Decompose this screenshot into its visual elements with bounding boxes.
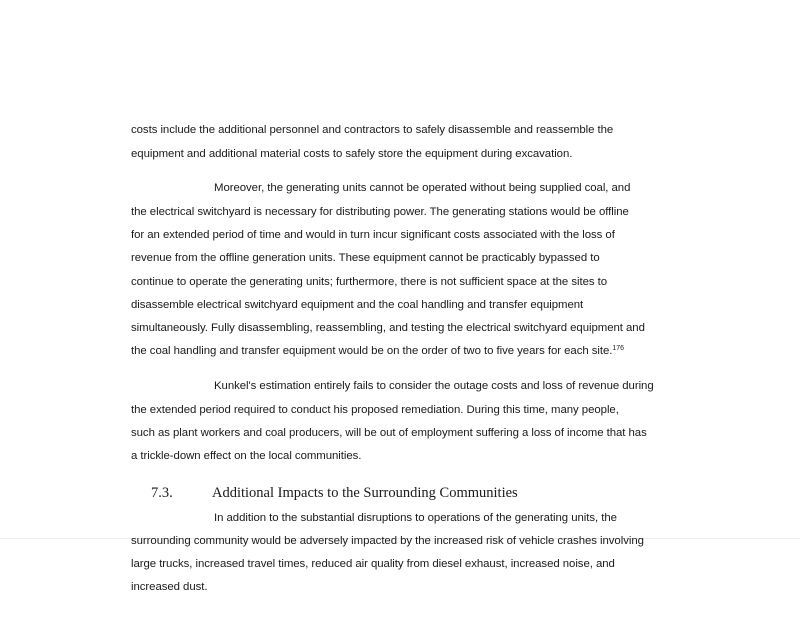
body-text-line: surrounding community would be adversely impacted by the increased risk of vehicle crashes involving xyxy=(131,535,644,547)
body-text-line: the electrical switchyard is necessary for distributing power. The generating stations would be offline xyxy=(131,206,629,218)
body-text-line: a trickle-down effect on the local communities. xyxy=(131,450,362,462)
body-text-line xyxy=(131,344,624,359)
paragraph-first-line: In addition to the substantial disruptions to operations of the generating units, the xyxy=(214,512,617,524)
body-text-line: large trucks, increased travel times, reduced air quality from diesel exhaust, increased noise, and xyxy=(131,558,615,570)
section-title: Additional Impacts to the Surrounding Communities xyxy=(212,485,518,501)
body-text-line: equipment and additional material costs to safely store the equipment during excavation. xyxy=(131,148,573,160)
body-text-line: increased dust. xyxy=(131,581,208,593)
paragraph-first-line: Kunkel's estimation entirely fails to consider the outage costs and loss of revenue during xyxy=(214,380,654,392)
body-text-line: such as plant workers and coal producers, will be out of employment suffering a loss of income that has xyxy=(131,427,647,439)
body-text-line: continue to operate the generating units; furthermore, there is not sufficient space at the sites to xyxy=(131,276,608,288)
footnote-reference[interactable]: 176 xyxy=(612,345,624,352)
paragraph-first-line: Moreover, the generating units cannot be operated without being supplied coal, and xyxy=(214,182,631,194)
body-text-line: revenue from the offline generation units. These equipment cannot be practicably bypassed to xyxy=(131,252,600,264)
body-text-line: for an extended period of time and would in turn incur significant costs associated with the loss of xyxy=(131,229,615,241)
body-text-line: simultaneously. Fully disassembling, reassembling, and testing the electrical switchyard equipment and xyxy=(131,322,645,334)
body-text-line: disassemble electrical switchyard equipment and the coal handling and transfer equipment xyxy=(131,299,584,311)
section-number: 7.3. xyxy=(151,485,173,501)
body-text-span: the coal handling and transfer equipment would be on the order of two to five years for each site. xyxy=(131,345,613,357)
body-text-line: the extended period required to conduct his proposed remediation. During this time, many people, xyxy=(131,404,619,416)
body-text-line: costs include the additional personnel and contractors to safely disassemble and reassemble the xyxy=(131,124,614,136)
